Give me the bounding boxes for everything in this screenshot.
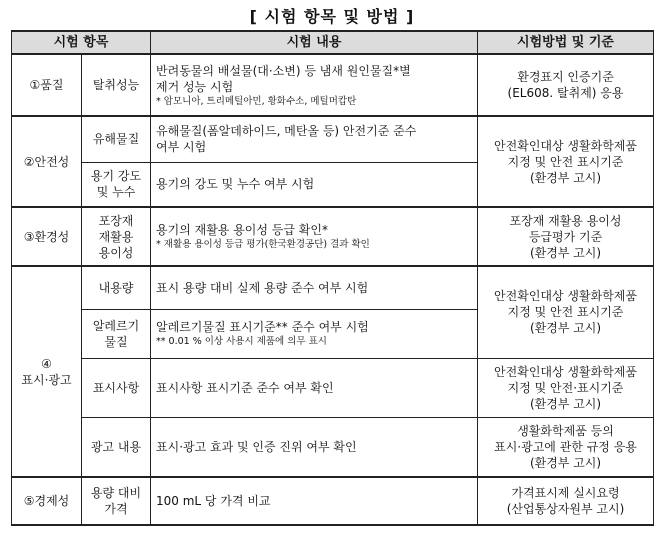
item-recyclability xyxy=(82,207,151,266)
header-row xyxy=(12,31,654,54)
method-text: 지정 및 안전·표시기준 xyxy=(507,380,624,395)
item-allergen xyxy=(82,309,151,358)
method-text: (환경부 고시) xyxy=(529,170,602,185)
category-environment: ③환경성 xyxy=(12,207,82,266)
method-text: 지정 및 안전 표시기준 xyxy=(507,154,624,169)
test-items-table xyxy=(11,30,654,526)
table-row xyxy=(12,207,654,266)
table-row xyxy=(12,477,654,525)
method-cell xyxy=(478,116,654,207)
method-cell xyxy=(478,477,654,525)
item-text: 가격 xyxy=(104,502,128,516)
content-text: 용기의 강도 및 누수 여부 시험 xyxy=(151,162,478,207)
table-title: [ 시험 항목 및 방법 ] xyxy=(249,7,415,26)
item-text: 용이성 xyxy=(98,245,134,260)
item-text: 재활용 xyxy=(98,229,134,244)
content-cell xyxy=(151,207,478,266)
method-text: 생활화학제품 등의 xyxy=(517,423,614,438)
item-text: 물질 xyxy=(104,334,128,349)
content-footnote: * 암모니아, 트리메틸아민, 황화수소, 메틸머캅탄 xyxy=(156,95,357,107)
item-volume: 내용량 xyxy=(82,266,151,309)
table-row xyxy=(12,358,654,417)
method-cell xyxy=(478,417,654,477)
content-text: 유해물질(폼알데하이드, 메탄올 등) 안전기준 준수 xyxy=(156,124,417,139)
category-economy: ⑤경제성 xyxy=(12,477,82,525)
content-cell xyxy=(151,309,478,358)
method-text: (산업통상자원부 고시) xyxy=(506,502,625,516)
method-text: 가격표시제 실시요령 xyxy=(511,486,620,500)
method-text: (환경부 고시) xyxy=(529,396,602,411)
table-row xyxy=(12,116,654,162)
method-cell xyxy=(478,54,654,116)
content-text: 100 mL 당 가격 비교 xyxy=(151,477,478,525)
item-text: 알레르기 xyxy=(92,318,140,333)
header-test-method: 시험방법 및 기준 xyxy=(478,31,654,54)
header-test-content: 시험 내용 xyxy=(151,31,478,54)
category-labeling xyxy=(12,266,82,477)
item-container-strength xyxy=(82,162,151,207)
method-text: 안전확인대상 생활화학제품 xyxy=(494,138,637,153)
category-safety: ②안전성 xyxy=(12,116,82,207)
method-cell xyxy=(478,358,654,417)
content-footnote: * 재활용 용이성 등급 평가(한국환경공단) 결과 확인 xyxy=(156,239,370,250)
table-row xyxy=(12,266,654,309)
item-advertising: 광고 내용 xyxy=(82,417,151,477)
content-text: 표시·광고 효과 및 인증 진위 여부 확인 xyxy=(151,417,478,477)
content-text: 표시 용량 대비 실제 용량 준수 여부 시험 xyxy=(151,266,478,309)
category-quality: ①품질 xyxy=(12,54,82,116)
category-text: 표시·광고 xyxy=(21,372,72,387)
content-cell xyxy=(151,54,478,116)
method-cell xyxy=(478,266,654,358)
method-cell xyxy=(478,207,654,266)
method-text: 안전확인대상 생활화학제품 xyxy=(494,289,637,304)
content-text: 용기의 재활용 용이성 등급 확인* xyxy=(156,223,328,237)
content-footnote: ** 0.01 % 이상 사용시 제품에 의무 표시 xyxy=(156,336,327,347)
content-text: 제거 성능 시험 xyxy=(156,79,234,94)
method-text: 등급평가 기준 xyxy=(528,229,603,244)
item-price-per-volume xyxy=(82,477,151,525)
method-text: (환경부 고시) xyxy=(529,455,602,470)
item-deodorizing: 탈취성능 xyxy=(82,54,151,116)
method-text: (환경부 고시) xyxy=(529,321,602,336)
method-text: 안전확인대상 생활화학제품 xyxy=(494,364,637,379)
item-text: 용량 대비 xyxy=(90,486,142,500)
table-row xyxy=(12,54,654,116)
content-cell xyxy=(151,116,478,162)
header-test-item: 시험 항목 xyxy=(12,31,151,54)
method-text: 표시·광고에 관한 규정 응용 xyxy=(494,439,637,454)
item-text: 용기 강도 xyxy=(90,169,142,184)
content-text: 표시사항 표시기준 준수 여부 확인 xyxy=(151,358,478,417)
content-text: 반려동물의 배설물(대·소변) 등 냄새 원인물질*별 xyxy=(156,63,411,78)
item-labeling: 표시사항 xyxy=(82,358,151,417)
method-text: (환경부 고시) xyxy=(529,245,602,260)
content-text: 여부 시험 xyxy=(156,140,207,155)
category-number: ④ xyxy=(41,356,52,371)
content-text: 알레르기물질 표시기준** 준수 여부 시험 xyxy=(156,320,369,334)
item-hazardous: 유해물질 xyxy=(82,116,151,162)
item-text: 포장재 xyxy=(98,213,134,228)
method-text: 환경표지 인증기준 xyxy=(517,70,614,84)
method-text: 지정 및 안전 표시기준 xyxy=(507,305,624,320)
item-text: 및 누수 xyxy=(96,185,136,200)
method-text: 포장재 재활용 용이성 xyxy=(509,213,622,228)
table-row xyxy=(12,417,654,477)
method-text: (EL608. 탈취제) 응용 xyxy=(507,86,624,100)
